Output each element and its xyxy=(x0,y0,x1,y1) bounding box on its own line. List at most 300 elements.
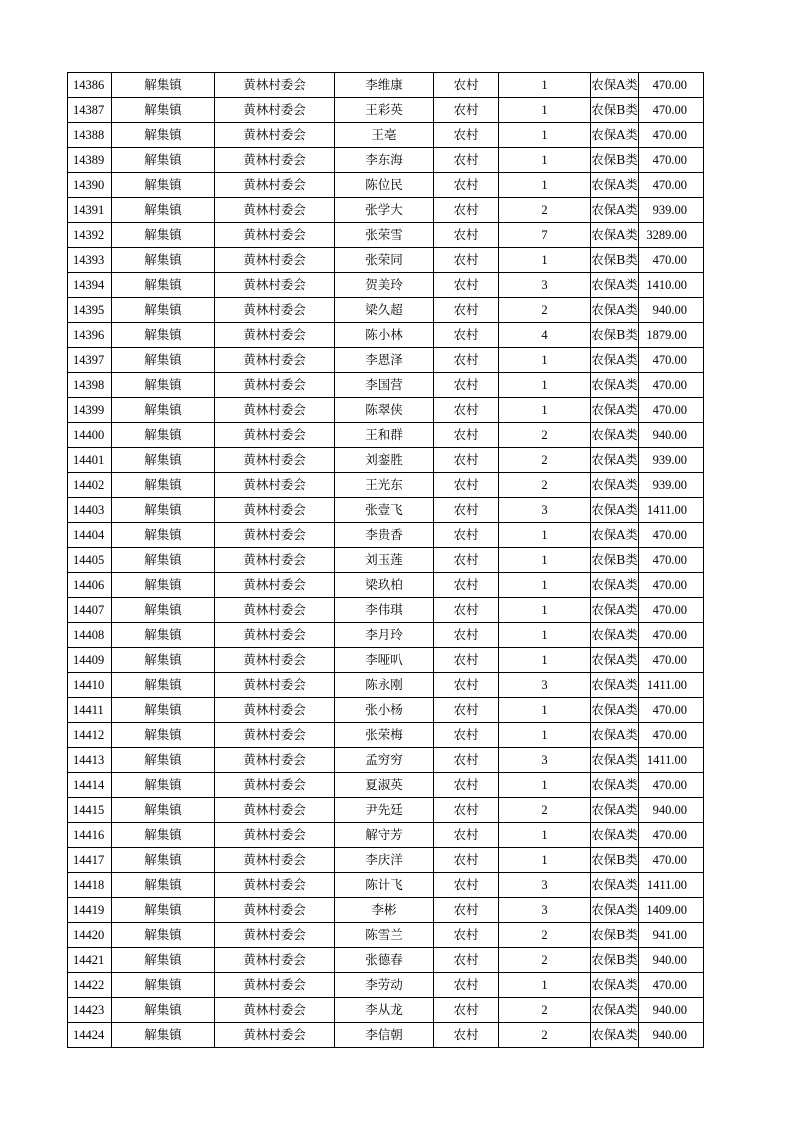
town-cell: 解集镇 xyxy=(112,798,215,823)
town-cell: 解集镇 xyxy=(112,148,215,173)
town-cell: 解集镇 xyxy=(112,223,215,248)
amount-cell: 940.00 xyxy=(639,998,704,1023)
person-name-cell: 张荣雪 xyxy=(335,223,434,248)
household-type-cell: 农村 xyxy=(434,848,499,873)
record-id-cell: 14417 xyxy=(68,848,112,873)
household-count-cell: 1 xyxy=(499,348,591,373)
household-type-cell: 农村 xyxy=(434,323,499,348)
household-type-cell: 农村 xyxy=(434,823,499,848)
amount-cell: 940.00 xyxy=(639,298,704,323)
person-name-cell: 李劳动 xyxy=(335,973,434,998)
record-id-cell: 14411 xyxy=(68,698,112,723)
table-body xyxy=(68,73,704,1048)
table-row xyxy=(68,73,704,98)
amount-cell: 470.00 xyxy=(639,73,704,98)
person-name-cell: 李维康 xyxy=(335,73,434,98)
household-type-cell: 农村 xyxy=(434,973,499,998)
amount-cell: 940.00 xyxy=(639,1023,704,1048)
person-name-cell: 李月玲 xyxy=(335,623,434,648)
record-id-cell: 14387 xyxy=(68,98,112,123)
town-cell: 解集镇 xyxy=(112,923,215,948)
household-count-cell: 1 xyxy=(499,623,591,648)
amount-cell: 470.00 xyxy=(639,623,704,648)
table-row xyxy=(68,248,704,273)
village-committee-cell: 黄林村委会 xyxy=(215,798,335,823)
table-row xyxy=(68,348,704,373)
household-count-cell: 3 xyxy=(499,873,591,898)
person-name-cell: 梁玖柏 xyxy=(335,573,434,598)
person-name-cell: 尹先廷 xyxy=(335,798,434,823)
insurance-category-cell: 农保A类 xyxy=(591,748,639,773)
household-count-cell: 1 xyxy=(499,973,591,998)
village-committee-cell: 黄林村委会 xyxy=(215,348,335,373)
insurance-category-cell: 农保B类 xyxy=(591,323,639,348)
town-cell: 解集镇 xyxy=(112,498,215,523)
insurance-category-cell: 农保A类 xyxy=(591,523,639,548)
amount-cell: 470.00 xyxy=(639,148,704,173)
village-committee-cell: 黄林村委会 xyxy=(215,973,335,998)
town-cell: 解集镇 xyxy=(112,548,215,573)
amount-cell: 470.00 xyxy=(639,598,704,623)
town-cell: 解集镇 xyxy=(112,423,215,448)
table-row xyxy=(68,198,704,223)
household-count-cell: 2 xyxy=(499,798,591,823)
insurance-category-cell: 农保A类 xyxy=(591,698,639,723)
table-row xyxy=(68,548,704,573)
household-count-cell: 2 xyxy=(499,198,591,223)
table-row xyxy=(68,573,704,598)
record-id-cell: 14419 xyxy=(68,898,112,923)
person-name-cell: 张德春 xyxy=(335,948,434,973)
household-count-cell: 2 xyxy=(499,423,591,448)
household-count-cell: 1 xyxy=(499,698,591,723)
amount-cell: 1409.00 xyxy=(639,898,704,923)
village-committee-cell: 黄林村委会 xyxy=(215,98,335,123)
village-committee-cell: 黄林村委会 xyxy=(215,448,335,473)
household-type-cell: 农村 xyxy=(434,1023,499,1048)
record-id-cell: 14423 xyxy=(68,998,112,1023)
household-count-cell: 3 xyxy=(499,273,591,298)
insurance-category-cell: 农保A类 xyxy=(591,623,639,648)
insurance-category-cell: 农保A类 xyxy=(591,998,639,1023)
town-cell: 解集镇 xyxy=(112,173,215,198)
village-committee-cell: 黄林村委会 xyxy=(215,198,335,223)
record-id-cell: 14392 xyxy=(68,223,112,248)
table-row xyxy=(68,523,704,548)
amount-cell: 470.00 xyxy=(639,973,704,998)
household-type-cell: 农村 xyxy=(434,748,499,773)
amount-cell: 470.00 xyxy=(639,123,704,148)
amount-cell: 1411.00 xyxy=(639,673,704,698)
table-row xyxy=(68,848,704,873)
person-name-cell: 李伟琪 xyxy=(335,598,434,623)
record-id-cell: 14396 xyxy=(68,323,112,348)
village-committee-cell: 黄林村委会 xyxy=(215,623,335,648)
town-cell: 解集镇 xyxy=(112,348,215,373)
village-committee-cell: 黄林村委会 xyxy=(215,598,335,623)
table-row xyxy=(68,323,704,348)
village-committee-cell: 黄林村委会 xyxy=(215,273,335,298)
insurance-category-cell: 农保A类 xyxy=(591,723,639,748)
table-row xyxy=(68,123,704,148)
amount-cell: 470.00 xyxy=(639,648,704,673)
record-id-cell: 14407 xyxy=(68,598,112,623)
record-id-cell: 14421 xyxy=(68,948,112,973)
town-cell: 解集镇 xyxy=(112,648,215,673)
household-type-cell: 农村 xyxy=(434,673,499,698)
village-committee-cell: 黄林村委会 xyxy=(215,123,335,148)
household-type-cell: 农村 xyxy=(434,698,499,723)
village-committee-cell: 黄林村委会 xyxy=(215,823,335,848)
insurance-category-cell: 农保A类 xyxy=(591,298,639,323)
record-id-cell: 14424 xyxy=(68,1023,112,1048)
person-name-cell: 李恩泽 xyxy=(335,348,434,373)
person-name-cell: 陈小林 xyxy=(335,323,434,348)
record-id-cell: 14418 xyxy=(68,873,112,898)
town-cell: 解集镇 xyxy=(112,373,215,398)
household-count-cell: 2 xyxy=(499,448,591,473)
village-committee-cell: 黄林村委会 xyxy=(215,998,335,1023)
person-name-cell: 李贵香 xyxy=(335,523,434,548)
amount-cell: 939.00 xyxy=(639,473,704,498)
amount-cell: 1411.00 xyxy=(639,748,704,773)
village-committee-cell: 黄林村委会 xyxy=(215,573,335,598)
household-type-cell: 农村 xyxy=(434,898,499,923)
village-committee-cell: 黄林村委会 xyxy=(215,73,335,98)
village-committee-cell: 黄林村委会 xyxy=(215,648,335,673)
village-committee-cell: 黄林村委会 xyxy=(215,548,335,573)
village-committee-cell: 黄林村委会 xyxy=(215,323,335,348)
household-count-cell: 1 xyxy=(499,73,591,98)
table-row xyxy=(68,798,704,823)
town-cell: 解集镇 xyxy=(112,448,215,473)
household-count-cell: 4 xyxy=(499,323,591,348)
record-id-cell: 14404 xyxy=(68,523,112,548)
amount-cell: 1411.00 xyxy=(639,873,704,898)
table-row xyxy=(68,973,704,998)
amount-cell: 940.00 xyxy=(639,948,704,973)
record-id-cell: 14395 xyxy=(68,298,112,323)
table-row xyxy=(68,723,704,748)
amount-cell: 470.00 xyxy=(639,348,704,373)
insurance-category-cell: 农保B类 xyxy=(591,248,639,273)
insurance-category-cell: 农保A类 xyxy=(591,73,639,98)
village-committee-cell: 黄林村委会 xyxy=(215,423,335,448)
household-count-cell: 2 xyxy=(499,998,591,1023)
town-cell: 解集镇 xyxy=(112,998,215,1023)
village-committee-cell: 黄林村委会 xyxy=(215,148,335,173)
person-name-cell: 梁久超 xyxy=(335,298,434,323)
record-id-cell: 14415 xyxy=(68,798,112,823)
amount-cell: 939.00 xyxy=(639,448,704,473)
table-row xyxy=(68,298,704,323)
amount-cell: 939.00 xyxy=(639,198,704,223)
village-committee-cell: 黄林村委会 xyxy=(215,673,335,698)
table-row xyxy=(68,673,704,698)
amount-cell: 470.00 xyxy=(639,773,704,798)
insurance-category-cell: 农保A类 xyxy=(591,498,639,523)
record-id-cell: 14408 xyxy=(68,623,112,648)
household-type-cell: 农村 xyxy=(434,923,499,948)
village-committee-cell: 黄林村委会 xyxy=(215,473,335,498)
record-id-cell: 14393 xyxy=(68,248,112,273)
person-name-cell: 李国营 xyxy=(335,373,434,398)
amount-cell: 470.00 xyxy=(639,248,704,273)
household-type-cell: 农村 xyxy=(434,73,499,98)
table-row xyxy=(68,173,704,198)
household-type-cell: 农村 xyxy=(434,798,499,823)
household-count-cell: 1 xyxy=(499,173,591,198)
town-cell: 解集镇 xyxy=(112,673,215,698)
household-type-cell: 农村 xyxy=(434,198,499,223)
village-committee-cell: 黄林村委会 xyxy=(215,223,335,248)
town-cell: 解集镇 xyxy=(112,398,215,423)
record-id-cell: 14389 xyxy=(68,148,112,173)
insurance-category-cell: 农保B类 xyxy=(591,848,639,873)
record-id-cell: 14402 xyxy=(68,473,112,498)
household-count-cell: 1 xyxy=(499,98,591,123)
town-cell: 解集镇 xyxy=(112,598,215,623)
village-committee-cell: 黄林村委会 xyxy=(215,398,335,423)
table-row xyxy=(68,823,704,848)
table-row xyxy=(68,598,704,623)
town-cell: 解集镇 xyxy=(112,273,215,298)
person-name-cell: 陈位民 xyxy=(335,173,434,198)
town-cell: 解集镇 xyxy=(112,1023,215,1048)
town-cell: 解集镇 xyxy=(112,848,215,873)
insurance-category-cell: 农保A类 xyxy=(591,348,639,373)
record-id-cell: 14409 xyxy=(68,648,112,673)
town-cell: 解集镇 xyxy=(112,873,215,898)
household-count-cell: 1 xyxy=(499,848,591,873)
amount-cell: 470.00 xyxy=(639,98,704,123)
insurance-category-cell: 农保A类 xyxy=(591,898,639,923)
household-count-cell: 1 xyxy=(499,573,591,598)
household-type-cell: 农村 xyxy=(434,373,499,398)
insurance-category-cell: 农保A类 xyxy=(591,673,639,698)
table-row xyxy=(68,698,704,723)
table-row xyxy=(68,648,704,673)
village-committee-cell: 黄林村委会 xyxy=(215,723,335,748)
village-committee-cell: 黄林村委会 xyxy=(215,873,335,898)
town-cell: 解集镇 xyxy=(112,473,215,498)
household-count-cell: 1 xyxy=(499,598,591,623)
village-committee-cell: 黄林村委会 xyxy=(215,948,335,973)
household-count-cell: 3 xyxy=(499,898,591,923)
table-row xyxy=(68,998,704,1023)
table-row xyxy=(68,98,704,123)
record-id-cell: 14410 xyxy=(68,673,112,698)
person-name-cell: 王光东 xyxy=(335,473,434,498)
household-type-cell: 农村 xyxy=(434,98,499,123)
household-type-cell: 农村 xyxy=(434,398,499,423)
town-cell: 解集镇 xyxy=(112,73,215,98)
table-row xyxy=(68,1023,704,1048)
table-row xyxy=(68,898,704,923)
insurance-category-cell: 农保A类 xyxy=(591,773,639,798)
record-id-cell: 14414 xyxy=(68,773,112,798)
person-name-cell: 张学大 xyxy=(335,198,434,223)
table-row xyxy=(68,273,704,298)
person-name-cell: 王亳 xyxy=(335,123,434,148)
amount-cell: 470.00 xyxy=(639,823,704,848)
person-name-cell: 陈计飞 xyxy=(335,873,434,898)
household-count-cell: 2 xyxy=(499,948,591,973)
table-row xyxy=(68,623,704,648)
record-id-cell: 14401 xyxy=(68,448,112,473)
household-type-cell: 农村 xyxy=(434,473,499,498)
household-count-cell: 1 xyxy=(499,248,591,273)
table-row xyxy=(68,423,704,448)
household-count-cell: 1 xyxy=(499,148,591,173)
household-count-cell: 1 xyxy=(499,523,591,548)
amount-cell: 1879.00 xyxy=(639,323,704,348)
person-name-cell: 李从龙 xyxy=(335,998,434,1023)
household-type-cell: 农村 xyxy=(434,598,499,623)
town-cell: 解集镇 xyxy=(112,898,215,923)
household-count-cell: 2 xyxy=(499,923,591,948)
person-name-cell: 张小杨 xyxy=(335,698,434,723)
person-name-cell: 李信朝 xyxy=(335,1023,434,1048)
person-name-cell: 王彩英 xyxy=(335,98,434,123)
person-name-cell: 孟穷穷 xyxy=(335,748,434,773)
amount-cell: 470.00 xyxy=(639,573,704,598)
household-type-cell: 农村 xyxy=(434,573,499,598)
amount-cell: 3289.00 xyxy=(639,223,704,248)
household-type-cell: 农村 xyxy=(434,123,499,148)
household-count-cell: 3 xyxy=(499,673,591,698)
household-type-cell: 农村 xyxy=(434,273,499,298)
household-count-cell: 1 xyxy=(499,723,591,748)
amount-cell: 470.00 xyxy=(639,523,704,548)
household-type-cell: 农村 xyxy=(434,448,499,473)
insurance-category-cell: 农保A类 xyxy=(591,598,639,623)
table-row xyxy=(68,873,704,898)
amount-cell: 470.00 xyxy=(639,698,704,723)
table-row xyxy=(68,448,704,473)
household-count-cell: 2 xyxy=(499,473,591,498)
record-id-cell: 14422 xyxy=(68,973,112,998)
town-cell: 解集镇 xyxy=(112,723,215,748)
amount-cell: 1411.00 xyxy=(639,498,704,523)
household-type-cell: 农村 xyxy=(434,723,499,748)
village-committee-cell: 黄林村委会 xyxy=(215,923,335,948)
town-cell: 解集镇 xyxy=(112,773,215,798)
household-count-cell: 1 xyxy=(499,373,591,398)
household-type-cell: 农村 xyxy=(434,423,499,448)
village-committee-cell: 黄林村委会 xyxy=(215,773,335,798)
household-count-cell: 3 xyxy=(499,748,591,773)
town-cell: 解集镇 xyxy=(112,248,215,273)
insurance-category-cell: 农保B类 xyxy=(591,548,639,573)
town-cell: 解集镇 xyxy=(112,948,215,973)
table-row xyxy=(68,748,704,773)
insurance-category-cell: 农保A类 xyxy=(591,273,639,298)
table-row xyxy=(68,923,704,948)
town-cell: 解集镇 xyxy=(112,323,215,348)
village-committee-cell: 黄林村委会 xyxy=(215,173,335,198)
insurance-category-cell: 农保A类 xyxy=(591,198,639,223)
town-cell: 解集镇 xyxy=(112,823,215,848)
household-type-cell: 农村 xyxy=(434,548,499,573)
town-cell: 解集镇 xyxy=(112,123,215,148)
person-name-cell: 李庆洋 xyxy=(335,848,434,873)
amount-cell: 1410.00 xyxy=(639,273,704,298)
data-table xyxy=(67,72,704,1048)
record-id-cell: 14405 xyxy=(68,548,112,573)
village-committee-cell: 黄林村委会 xyxy=(215,373,335,398)
village-committee-cell: 黄林村委会 xyxy=(215,698,335,723)
insurance-category-cell: 农保A类 xyxy=(591,873,639,898)
person-name-cell: 陈永刚 xyxy=(335,673,434,698)
town-cell: 解集镇 xyxy=(112,298,215,323)
table-row xyxy=(68,773,704,798)
village-committee-cell: 黄林村委会 xyxy=(215,298,335,323)
table-row xyxy=(68,373,704,398)
town-cell: 解集镇 xyxy=(112,98,215,123)
village-committee-cell: 黄林村委会 xyxy=(215,748,335,773)
record-id-cell: 14403 xyxy=(68,498,112,523)
household-count-cell: 1 xyxy=(499,773,591,798)
person-name-cell: 王和群 xyxy=(335,423,434,448)
person-name-cell: 张壹飞 xyxy=(335,498,434,523)
town-cell: 解集镇 xyxy=(112,748,215,773)
person-name-cell: 解守芳 xyxy=(335,823,434,848)
record-id-cell: 14398 xyxy=(68,373,112,398)
table-row xyxy=(68,398,704,423)
town-cell: 解集镇 xyxy=(112,573,215,598)
insurance-category-cell: 农保B类 xyxy=(591,98,639,123)
household-type-cell: 农村 xyxy=(434,648,499,673)
insurance-category-cell: 农保A类 xyxy=(591,1023,639,1048)
insurance-category-cell: 农保A类 xyxy=(591,573,639,598)
record-id-cell: 14390 xyxy=(68,173,112,198)
insurance-category-cell: 农保A类 xyxy=(591,373,639,398)
insurance-category-cell: 农保B类 xyxy=(591,148,639,173)
insurance-category-cell: 农保A类 xyxy=(591,173,639,198)
insurance-category-cell: 农保A类 xyxy=(591,423,639,448)
person-name-cell: 刘銮胜 xyxy=(335,448,434,473)
insurance-category-cell: 农保A类 xyxy=(591,473,639,498)
household-type-cell: 农村 xyxy=(434,948,499,973)
household-type-cell: 农村 xyxy=(434,523,499,548)
insurance-category-cell: 农保A类 xyxy=(591,648,639,673)
insurance-category-cell: 农保A类 xyxy=(591,798,639,823)
amount-cell: 470.00 xyxy=(639,398,704,423)
amount-cell: 470.00 xyxy=(639,548,704,573)
household-type-cell: 农村 xyxy=(434,623,499,648)
town-cell: 解集镇 xyxy=(112,698,215,723)
person-name-cell: 夏淑英 xyxy=(335,773,434,798)
amount-cell: 470.00 xyxy=(639,373,704,398)
household-type-cell: 农村 xyxy=(434,498,499,523)
person-name-cell: 李东海 xyxy=(335,148,434,173)
amount-cell: 470.00 xyxy=(639,848,704,873)
insurance-category-cell: 农保A类 xyxy=(591,823,639,848)
person-name-cell: 张荣梅 xyxy=(335,723,434,748)
household-count-cell: 3 xyxy=(499,498,591,523)
amount-cell: 941.00 xyxy=(639,923,704,948)
household-count-cell: 1 xyxy=(499,648,591,673)
household-type-cell: 农村 xyxy=(434,348,499,373)
record-id-cell: 14412 xyxy=(68,723,112,748)
household-type-cell: 农村 xyxy=(434,148,499,173)
table-row xyxy=(68,223,704,248)
person-name-cell: 陈翠侠 xyxy=(335,398,434,423)
record-id-cell: 14416 xyxy=(68,823,112,848)
record-id-cell: 14386 xyxy=(68,73,112,98)
person-name-cell: 贺美玲 xyxy=(335,273,434,298)
